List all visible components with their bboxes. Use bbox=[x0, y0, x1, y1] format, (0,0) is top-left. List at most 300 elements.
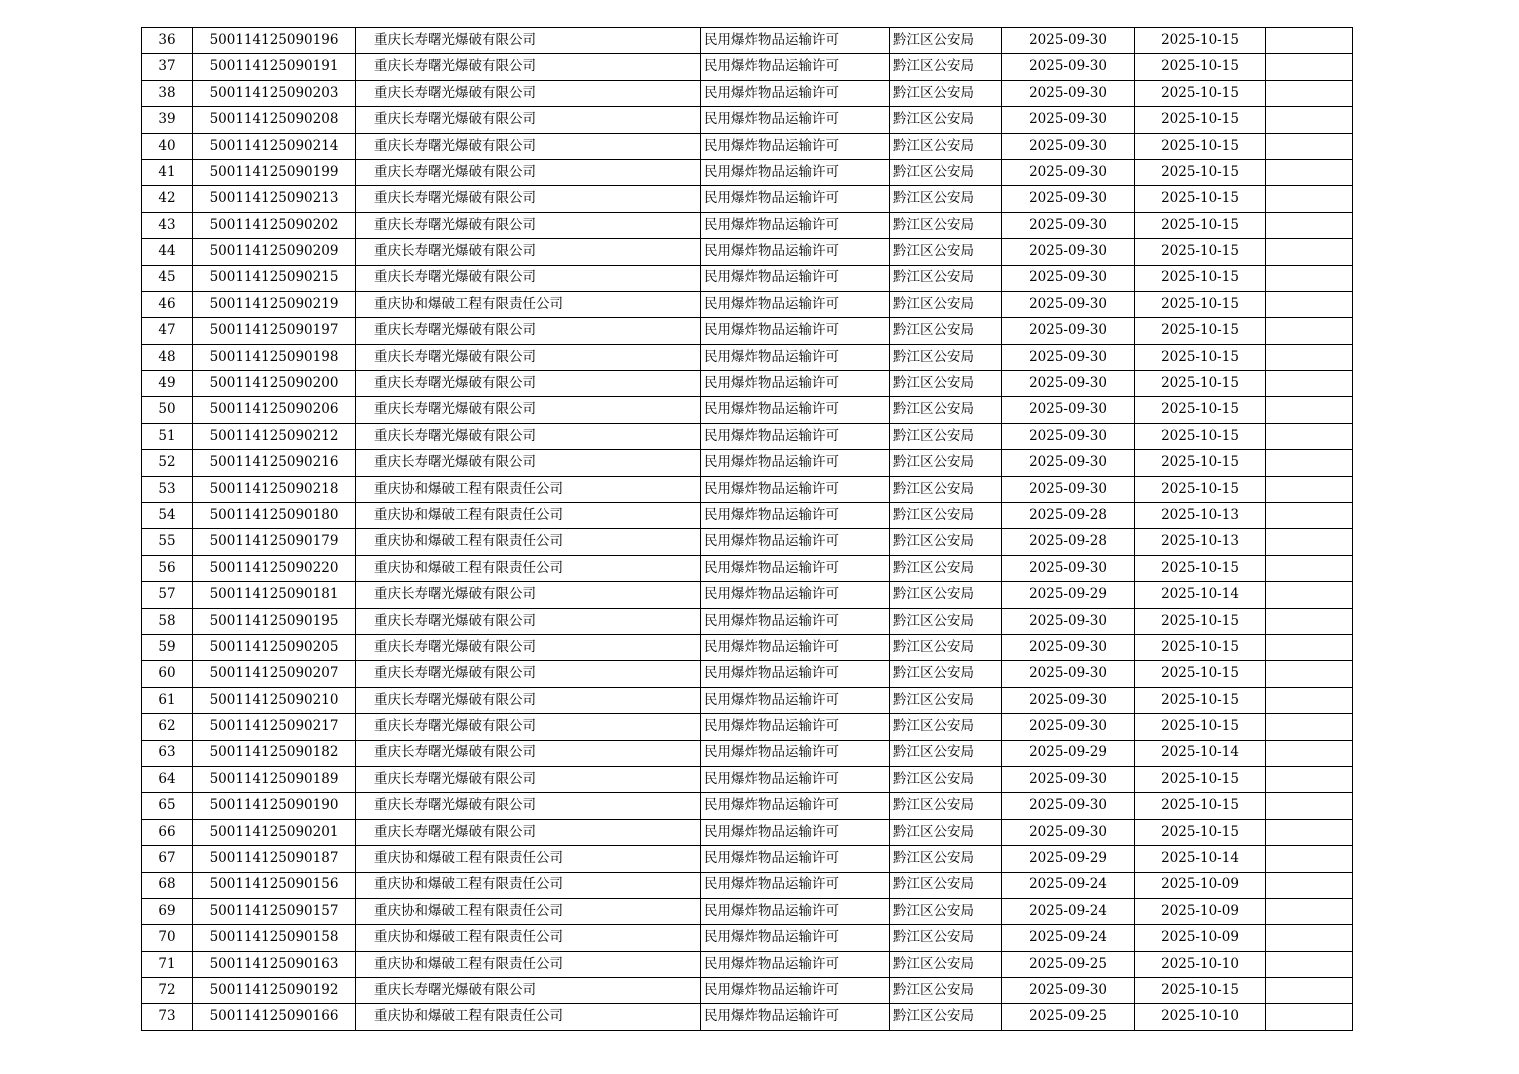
issue-date-cell: 2025-09-30 bbox=[1002, 608, 1135, 634]
permit-number-cell: 500114125090216 bbox=[193, 450, 356, 476]
company-name-cell: 重庆长寿曙光爆破有限公司 bbox=[356, 687, 701, 713]
remarks-cell bbox=[1266, 397, 1353, 423]
table-row bbox=[142, 212, 1353, 238]
row-number-cell: 58 bbox=[142, 608, 193, 634]
row-number-cell: 48 bbox=[142, 344, 193, 370]
company-name-cell: 重庆长寿曙光爆破有限公司 bbox=[356, 740, 701, 766]
expiry-date-cell: 2025-10-15 bbox=[1135, 476, 1266, 502]
table-row bbox=[142, 291, 1353, 317]
permit-number-cell: 500114125090220 bbox=[193, 555, 356, 581]
permit-number-cell: 500114125090180 bbox=[193, 503, 356, 529]
issuing-office-cell: 黔江区公安局 bbox=[890, 846, 1002, 872]
row-number-cell: 66 bbox=[142, 819, 193, 845]
table-row bbox=[142, 529, 1353, 555]
remarks-cell bbox=[1266, 265, 1353, 291]
expiry-date-cell: 2025-10-15 bbox=[1135, 371, 1266, 397]
table-row bbox=[142, 555, 1353, 581]
row-number-cell: 53 bbox=[142, 476, 193, 502]
expiry-date-cell: 2025-10-13 bbox=[1135, 529, 1266, 555]
issuing-office-cell: 黔江区公安局 bbox=[890, 159, 1002, 185]
table-row bbox=[142, 503, 1353, 529]
company-name-cell: 重庆协和爆破工程有限责任公司 bbox=[356, 555, 701, 581]
permit-type-cell: 民用爆炸物品运输许可 bbox=[701, 582, 890, 608]
issue-date-cell: 2025-09-30 bbox=[1002, 28, 1135, 54]
expiry-date-cell: 2025-10-15 bbox=[1135, 714, 1266, 740]
row-number-cell: 54 bbox=[142, 503, 193, 529]
permit-type-cell: 民用爆炸物品运输许可 bbox=[701, 344, 890, 370]
expiry-date-cell: 2025-10-15 bbox=[1135, 687, 1266, 713]
row-number-cell: 63 bbox=[142, 740, 193, 766]
table-row bbox=[142, 951, 1353, 977]
permit-type-cell: 民用爆炸物品运输许可 bbox=[701, 291, 890, 317]
permit-number-cell: 500114125090199 bbox=[193, 159, 356, 185]
table-row bbox=[142, 714, 1353, 740]
permit-type-cell: 民用爆炸物品运输许可 bbox=[701, 133, 890, 159]
company-name-cell: 重庆长寿曙光爆破有限公司 bbox=[356, 714, 701, 740]
table-row bbox=[142, 687, 1353, 713]
permit-type-cell: 民用爆炸物品运输许可 bbox=[701, 423, 890, 449]
remarks-cell bbox=[1266, 714, 1353, 740]
permit-number-cell: 500114125090198 bbox=[193, 344, 356, 370]
expiry-date-cell: 2025-10-15 bbox=[1135, 28, 1266, 54]
expiry-date-cell: 2025-10-09 bbox=[1135, 925, 1266, 951]
remarks-cell bbox=[1266, 872, 1353, 898]
permit-number-cell: 500114125090202 bbox=[193, 212, 356, 238]
issue-date-cell: 2025-09-30 bbox=[1002, 766, 1135, 792]
expiry-date-cell: 2025-10-15 bbox=[1135, 159, 1266, 185]
issue-date-cell: 2025-09-30 bbox=[1002, 714, 1135, 740]
permit-type-cell: 民用爆炸物品运输许可 bbox=[701, 714, 890, 740]
table-row bbox=[142, 28, 1353, 54]
permit-number-cell: 500114125090179 bbox=[193, 529, 356, 555]
issue-date-cell: 2025-09-30 bbox=[1002, 318, 1135, 344]
permit-type-cell: 民用爆炸物品运输许可 bbox=[701, 529, 890, 555]
expiry-date-cell: 2025-10-15 bbox=[1135, 555, 1266, 581]
permit-number-cell: 500114125090210 bbox=[193, 687, 356, 713]
issue-date-cell: 2025-09-30 bbox=[1002, 661, 1135, 687]
issue-date-cell: 2025-09-30 bbox=[1002, 687, 1135, 713]
issuing-office-cell: 黔江区公安局 bbox=[890, 344, 1002, 370]
row-number-cell: 72 bbox=[142, 978, 193, 1004]
permit-number-cell: 500114125090208 bbox=[193, 107, 356, 133]
company-name-cell: 重庆长寿曙光爆破有限公司 bbox=[356, 107, 701, 133]
remarks-cell bbox=[1266, 1004, 1353, 1030]
issuing-office-cell: 黔江区公安局 bbox=[890, 80, 1002, 106]
row-number-cell: 38 bbox=[142, 80, 193, 106]
remarks-cell bbox=[1266, 54, 1353, 80]
issue-date-cell: 2025-09-29 bbox=[1002, 582, 1135, 608]
issuing-office-cell: 黔江区公安局 bbox=[890, 714, 1002, 740]
issue-date-cell: 2025-09-30 bbox=[1002, 159, 1135, 185]
company-name-cell: 重庆长寿曙光爆破有限公司 bbox=[356, 159, 701, 185]
permit-type-cell: 民用爆炸物品运输许可 bbox=[701, 740, 890, 766]
permit-number-cell: 500114125090197 bbox=[193, 318, 356, 344]
company-name-cell: 重庆协和爆破工程有限责任公司 bbox=[356, 503, 701, 529]
expiry-date-cell: 2025-10-09 bbox=[1135, 872, 1266, 898]
table-row bbox=[142, 80, 1353, 106]
remarks-cell bbox=[1266, 608, 1353, 634]
remarks-cell bbox=[1266, 107, 1353, 133]
issuing-office-cell: 黔江区公安局 bbox=[890, 898, 1002, 924]
company-name-cell: 重庆长寿曙光爆破有限公司 bbox=[356, 54, 701, 80]
row-number-cell: 44 bbox=[142, 239, 193, 265]
issue-date-cell: 2025-09-30 bbox=[1002, 80, 1135, 106]
permit-type-cell: 民用爆炸物品运输许可 bbox=[701, 793, 890, 819]
row-number-cell: 67 bbox=[142, 846, 193, 872]
permit-type-cell: 民用爆炸物品运输许可 bbox=[701, 450, 890, 476]
row-number-cell: 49 bbox=[142, 371, 193, 397]
expiry-date-cell: 2025-10-14 bbox=[1135, 740, 1266, 766]
company-name-cell: 重庆长寿曙光爆破有限公司 bbox=[356, 423, 701, 449]
table-row bbox=[142, 925, 1353, 951]
table-row bbox=[142, 54, 1353, 80]
company-name-cell: 重庆协和爆破工程有限责任公司 bbox=[356, 529, 701, 555]
issue-date-cell: 2025-09-30 bbox=[1002, 291, 1135, 317]
remarks-cell bbox=[1266, 740, 1353, 766]
issuing-office-cell: 黔江区公安局 bbox=[890, 503, 1002, 529]
issue-date-cell: 2025-09-30 bbox=[1002, 186, 1135, 212]
expiry-date-cell: 2025-10-15 bbox=[1135, 793, 1266, 819]
company-name-cell: 重庆协和爆破工程有限责任公司 bbox=[356, 925, 701, 951]
company-name-cell: 重庆长寿曙光爆破有限公司 bbox=[356, 450, 701, 476]
row-number-cell: 45 bbox=[142, 265, 193, 291]
remarks-cell bbox=[1266, 634, 1353, 660]
remarks-cell bbox=[1266, 978, 1353, 1004]
issuing-office-cell: 黔江区公安局 bbox=[890, 634, 1002, 660]
permit-type-cell: 民用爆炸物品运输许可 bbox=[701, 212, 890, 238]
company-name-cell: 重庆协和爆破工程有限责任公司 bbox=[356, 476, 701, 502]
issuing-office-cell: 黔江区公安局 bbox=[890, 555, 1002, 581]
company-name-cell: 重庆长寿曙光爆破有限公司 bbox=[356, 265, 701, 291]
permit-number-cell: 500114125090214 bbox=[193, 133, 356, 159]
permit-type-cell: 民用爆炸物品运输许可 bbox=[701, 476, 890, 502]
row-number-cell: 57 bbox=[142, 582, 193, 608]
issue-date-cell: 2025-09-30 bbox=[1002, 344, 1135, 370]
issuing-office-cell: 黔江区公安局 bbox=[890, 450, 1002, 476]
permit-type-cell: 民用爆炸物品运输许可 bbox=[701, 819, 890, 845]
row-number-cell: 40 bbox=[142, 133, 193, 159]
issuing-office-cell: 黔江区公安局 bbox=[890, 397, 1002, 423]
issue-date-cell: 2025-09-30 bbox=[1002, 133, 1135, 159]
row-number-cell: 60 bbox=[142, 661, 193, 687]
row-number-cell: 50 bbox=[142, 397, 193, 423]
permit-type-cell: 民用爆炸物品运输许可 bbox=[701, 951, 890, 977]
company-name-cell: 重庆协和爆破工程有限责任公司 bbox=[356, 951, 701, 977]
company-name-cell: 重庆协和爆破工程有限责任公司 bbox=[356, 291, 701, 317]
issue-date-cell: 2025-09-24 bbox=[1002, 872, 1135, 898]
table-row bbox=[142, 397, 1353, 423]
company-name-cell: 重庆协和爆破工程有限责任公司 bbox=[356, 898, 701, 924]
expiry-date-cell: 2025-10-13 bbox=[1135, 503, 1266, 529]
issue-date-cell: 2025-09-30 bbox=[1002, 978, 1135, 1004]
permit-type-cell: 民用爆炸物品运输许可 bbox=[701, 371, 890, 397]
company-name-cell: 重庆长寿曙光爆破有限公司 bbox=[356, 371, 701, 397]
row-number-cell: 51 bbox=[142, 423, 193, 449]
permit-type-cell: 民用爆炸物品运输许可 bbox=[701, 28, 890, 54]
table-row bbox=[142, 344, 1353, 370]
issuing-office-cell: 黔江区公安局 bbox=[890, 265, 1002, 291]
table-row bbox=[142, 872, 1353, 898]
permit-table bbox=[141, 27, 1353, 1031]
expiry-date-cell: 2025-10-10 bbox=[1135, 1004, 1266, 1030]
issue-date-cell: 2025-09-30 bbox=[1002, 212, 1135, 238]
table-row bbox=[142, 819, 1353, 845]
remarks-cell bbox=[1266, 186, 1353, 212]
row-number-cell: 69 bbox=[142, 898, 193, 924]
permit-type-cell: 民用爆炸物品运输许可 bbox=[701, 54, 890, 80]
expiry-date-cell: 2025-10-15 bbox=[1135, 239, 1266, 265]
table-row bbox=[142, 846, 1353, 872]
table-row bbox=[142, 133, 1353, 159]
expiry-date-cell: 2025-10-15 bbox=[1135, 978, 1266, 1004]
table-row bbox=[142, 318, 1353, 344]
permit-type-cell: 民用爆炸物品运输许可 bbox=[701, 766, 890, 792]
company-name-cell: 重庆长寿曙光爆破有限公司 bbox=[356, 766, 701, 792]
table-row bbox=[142, 476, 1353, 502]
remarks-cell bbox=[1266, 582, 1353, 608]
table-row bbox=[142, 107, 1353, 133]
issue-date-cell: 2025-09-30 bbox=[1002, 819, 1135, 845]
company-name-cell: 重庆长寿曙光爆破有限公司 bbox=[356, 582, 701, 608]
permit-type-cell: 民用爆炸物品运输许可 bbox=[701, 898, 890, 924]
issue-date-cell: 2025-09-30 bbox=[1002, 634, 1135, 660]
company-name-cell: 重庆长寿曙光爆破有限公司 bbox=[356, 978, 701, 1004]
company-name-cell: 重庆长寿曙光爆破有限公司 bbox=[356, 186, 701, 212]
issue-date-cell: 2025-09-30 bbox=[1002, 793, 1135, 819]
issuing-office-cell: 黔江区公安局 bbox=[890, 423, 1002, 449]
issue-date-cell: 2025-09-30 bbox=[1002, 423, 1135, 449]
remarks-cell bbox=[1266, 318, 1353, 344]
company-name-cell: 重庆长寿曙光爆破有限公司 bbox=[356, 318, 701, 344]
table-row bbox=[142, 634, 1353, 660]
row-number-cell: 68 bbox=[142, 872, 193, 898]
issue-date-cell: 2025-09-30 bbox=[1002, 476, 1135, 502]
permit-type-cell: 民用爆炸物品运输许可 bbox=[701, 80, 890, 106]
remarks-cell bbox=[1266, 898, 1353, 924]
company-name-cell: 重庆长寿曙光爆破有限公司 bbox=[356, 28, 701, 54]
expiry-date-cell: 2025-10-15 bbox=[1135, 212, 1266, 238]
remarks-cell bbox=[1266, 951, 1353, 977]
issue-date-cell: 2025-09-28 bbox=[1002, 529, 1135, 555]
permit-number-cell: 500114125090191 bbox=[193, 54, 356, 80]
permit-number-cell: 500114125090187 bbox=[193, 846, 356, 872]
row-number-cell: 61 bbox=[142, 687, 193, 713]
permit-number-cell: 500114125090205 bbox=[193, 634, 356, 660]
row-number-cell: 43 bbox=[142, 212, 193, 238]
permit-number-cell: 500114125090200 bbox=[193, 371, 356, 397]
table-row bbox=[142, 582, 1353, 608]
permit-number-cell: 500114125090158 bbox=[193, 925, 356, 951]
permit-number-cell: 500114125090195 bbox=[193, 608, 356, 634]
permit-number-cell: 500114125090163 bbox=[193, 951, 356, 977]
row-number-cell: 64 bbox=[142, 766, 193, 792]
permit-number-cell: 500114125090217 bbox=[193, 714, 356, 740]
expiry-date-cell: 2025-10-15 bbox=[1135, 608, 1266, 634]
remarks-cell bbox=[1266, 212, 1353, 238]
issuing-office-cell: 黔江区公安局 bbox=[890, 54, 1002, 80]
issue-date-cell: 2025-09-29 bbox=[1002, 846, 1135, 872]
company-name-cell: 重庆协和爆破工程有限责任公司 bbox=[356, 872, 701, 898]
expiry-date-cell: 2025-10-15 bbox=[1135, 766, 1266, 792]
table-row bbox=[142, 978, 1353, 1004]
permit-type-cell: 民用爆炸物品运输许可 bbox=[701, 846, 890, 872]
company-name-cell: 重庆长寿曙光爆破有限公司 bbox=[356, 133, 701, 159]
issuing-office-cell: 黔江区公安局 bbox=[890, 529, 1002, 555]
company-name-cell: 重庆长寿曙光爆破有限公司 bbox=[356, 819, 701, 845]
permit-number-cell: 500114125090157 bbox=[193, 898, 356, 924]
company-name-cell: 重庆长寿曙光爆破有限公司 bbox=[356, 239, 701, 265]
permit-type-cell: 民用爆炸物品运输许可 bbox=[701, 265, 890, 291]
row-number-cell: 71 bbox=[142, 951, 193, 977]
issue-date-cell: 2025-09-30 bbox=[1002, 107, 1135, 133]
remarks-cell bbox=[1266, 80, 1353, 106]
issuing-office-cell: 黔江区公安局 bbox=[890, 318, 1002, 344]
issuing-office-cell: 黔江区公安局 bbox=[890, 793, 1002, 819]
company-name-cell: 重庆长寿曙光爆破有限公司 bbox=[356, 608, 701, 634]
permit-number-cell: 500114125090206 bbox=[193, 397, 356, 423]
expiry-date-cell: 2025-10-15 bbox=[1135, 291, 1266, 317]
permit-type-cell: 民用爆炸物品运输许可 bbox=[701, 872, 890, 898]
remarks-cell bbox=[1266, 450, 1353, 476]
permit-type-cell: 民用爆炸物品运输许可 bbox=[701, 555, 890, 581]
permit-type-cell: 民用爆炸物品运输许可 bbox=[701, 239, 890, 265]
issue-date-cell: 2025-09-25 bbox=[1002, 1004, 1135, 1030]
permit-type-cell: 民用爆炸物品运输许可 bbox=[701, 503, 890, 529]
expiry-date-cell: 2025-10-15 bbox=[1135, 397, 1266, 423]
issuing-office-cell: 黔江区公安局 bbox=[890, 133, 1002, 159]
row-number-cell: 41 bbox=[142, 159, 193, 185]
permit-number-cell: 500114125090218 bbox=[193, 476, 356, 502]
company-name-cell: 重庆协和爆破工程有限责任公司 bbox=[356, 846, 701, 872]
remarks-cell bbox=[1266, 819, 1353, 845]
remarks-cell bbox=[1266, 239, 1353, 265]
remarks-cell bbox=[1266, 766, 1353, 792]
permit-number-cell: 500114125090207 bbox=[193, 661, 356, 687]
permit-number-cell: 500114125090190 bbox=[193, 793, 356, 819]
remarks-cell bbox=[1266, 344, 1353, 370]
table-row bbox=[142, 265, 1353, 291]
issuing-office-cell: 黔江区公安局 bbox=[890, 819, 1002, 845]
row-number-cell: 42 bbox=[142, 186, 193, 212]
issue-date-cell: 2025-09-30 bbox=[1002, 54, 1135, 80]
issuing-office-cell: 黔江区公安局 bbox=[890, 212, 1002, 238]
expiry-date-cell: 2025-10-15 bbox=[1135, 344, 1266, 370]
permit-number-cell: 500114125090209 bbox=[193, 239, 356, 265]
permit-type-cell: 民用爆炸物品运输许可 bbox=[701, 634, 890, 660]
remarks-cell bbox=[1266, 133, 1353, 159]
row-number-cell: 70 bbox=[142, 925, 193, 951]
issue-date-cell: 2025-09-30 bbox=[1002, 371, 1135, 397]
expiry-date-cell: 2025-10-15 bbox=[1135, 661, 1266, 687]
company-name-cell: 重庆长寿曙光爆破有限公司 bbox=[356, 634, 701, 660]
permit-type-cell: 民用爆炸物品运输许可 bbox=[701, 186, 890, 212]
permit-table-body bbox=[142, 28, 1353, 1031]
permit-number-cell: 500114125090201 bbox=[193, 819, 356, 845]
row-number-cell: 36 bbox=[142, 28, 193, 54]
permit-type-cell: 民用爆炸物品运输许可 bbox=[701, 978, 890, 1004]
permit-number-cell: 500114125090181 bbox=[193, 582, 356, 608]
permit-number-cell: 500114125090219 bbox=[193, 291, 356, 317]
permit-number-cell: 500114125090196 bbox=[193, 28, 356, 54]
issue-date-cell: 2025-09-24 bbox=[1002, 925, 1135, 951]
issue-date-cell: 2025-09-30 bbox=[1002, 397, 1135, 423]
company-name-cell: 重庆长寿曙光爆破有限公司 bbox=[356, 397, 701, 423]
expiry-date-cell: 2025-10-14 bbox=[1135, 846, 1266, 872]
issuing-office-cell: 黔江区公安局 bbox=[890, 291, 1002, 317]
permit-type-cell: 民用爆炸物品运输许可 bbox=[701, 925, 890, 951]
issue-date-cell: 2025-09-28 bbox=[1002, 503, 1135, 529]
expiry-date-cell: 2025-10-15 bbox=[1135, 133, 1266, 159]
remarks-cell bbox=[1266, 661, 1353, 687]
company-name-cell: 重庆长寿曙光爆破有限公司 bbox=[356, 344, 701, 370]
row-number-cell: 47 bbox=[142, 318, 193, 344]
company-name-cell: 重庆长寿曙光爆破有限公司 bbox=[356, 661, 701, 687]
expiry-date-cell: 2025-10-15 bbox=[1135, 318, 1266, 344]
expiry-date-cell: 2025-10-15 bbox=[1135, 450, 1266, 476]
remarks-cell bbox=[1266, 291, 1353, 317]
company-name-cell: 重庆长寿曙光爆破有限公司 bbox=[356, 212, 701, 238]
issuing-office-cell: 黔江区公安局 bbox=[890, 186, 1002, 212]
issuing-office-cell: 黔江区公安局 bbox=[890, 872, 1002, 898]
issue-date-cell: 2025-09-30 bbox=[1002, 555, 1135, 581]
permit-number-cell: 500114125090213 bbox=[193, 186, 356, 212]
issuing-office-cell: 黔江区公安局 bbox=[890, 371, 1002, 397]
issuing-office-cell: 黔江区公安局 bbox=[890, 978, 1002, 1004]
row-number-cell: 37 bbox=[142, 54, 193, 80]
expiry-date-cell: 2025-10-14 bbox=[1135, 582, 1266, 608]
row-number-cell: 46 bbox=[142, 291, 193, 317]
expiry-date-cell: 2025-10-15 bbox=[1135, 423, 1266, 449]
permit-number-cell: 500114125090203 bbox=[193, 80, 356, 106]
permit-number-cell: 500114125090215 bbox=[193, 265, 356, 291]
issuing-office-cell: 黔江区公安局 bbox=[890, 740, 1002, 766]
table-row bbox=[142, 1004, 1353, 1030]
table-row bbox=[142, 898, 1353, 924]
issue-date-cell: 2025-09-30 bbox=[1002, 450, 1135, 476]
table-row bbox=[142, 186, 1353, 212]
expiry-date-cell: 2025-10-09 bbox=[1135, 898, 1266, 924]
issue-date-cell: 2025-09-29 bbox=[1002, 740, 1135, 766]
remarks-cell bbox=[1266, 793, 1353, 819]
expiry-date-cell: 2025-10-10 bbox=[1135, 951, 1266, 977]
remarks-cell bbox=[1266, 555, 1353, 581]
remarks-cell bbox=[1266, 503, 1353, 529]
remarks-cell bbox=[1266, 476, 1353, 502]
permit-number-cell: 500114125090166 bbox=[193, 1004, 356, 1030]
issuing-office-cell: 黔江区公安局 bbox=[890, 1004, 1002, 1030]
issuing-office-cell: 黔江区公安局 bbox=[890, 107, 1002, 133]
permit-type-cell: 民用爆炸物品运输许可 bbox=[701, 661, 890, 687]
permit-type-cell: 民用爆炸物品运输许可 bbox=[701, 318, 890, 344]
expiry-date-cell: 2025-10-15 bbox=[1135, 265, 1266, 291]
remarks-cell bbox=[1266, 846, 1353, 872]
remarks-cell bbox=[1266, 687, 1353, 713]
row-number-cell: 56 bbox=[142, 555, 193, 581]
permit-type-cell: 民用爆炸物品运输许可 bbox=[701, 107, 890, 133]
issuing-office-cell: 黔江区公安局 bbox=[890, 608, 1002, 634]
issue-date-cell: 2025-09-30 bbox=[1002, 265, 1135, 291]
issuing-office-cell: 黔江区公安局 bbox=[890, 28, 1002, 54]
remarks-cell bbox=[1266, 925, 1353, 951]
expiry-date-cell: 2025-10-15 bbox=[1135, 54, 1266, 80]
table-row bbox=[142, 371, 1353, 397]
permit-type-cell: 民用爆炸物品运输许可 bbox=[701, 1004, 890, 1030]
table-row bbox=[142, 159, 1353, 185]
row-number-cell: 52 bbox=[142, 450, 193, 476]
row-number-cell: 62 bbox=[142, 714, 193, 740]
permit-type-cell: 民用爆炸物品运输许可 bbox=[701, 687, 890, 713]
table-row bbox=[142, 239, 1353, 265]
